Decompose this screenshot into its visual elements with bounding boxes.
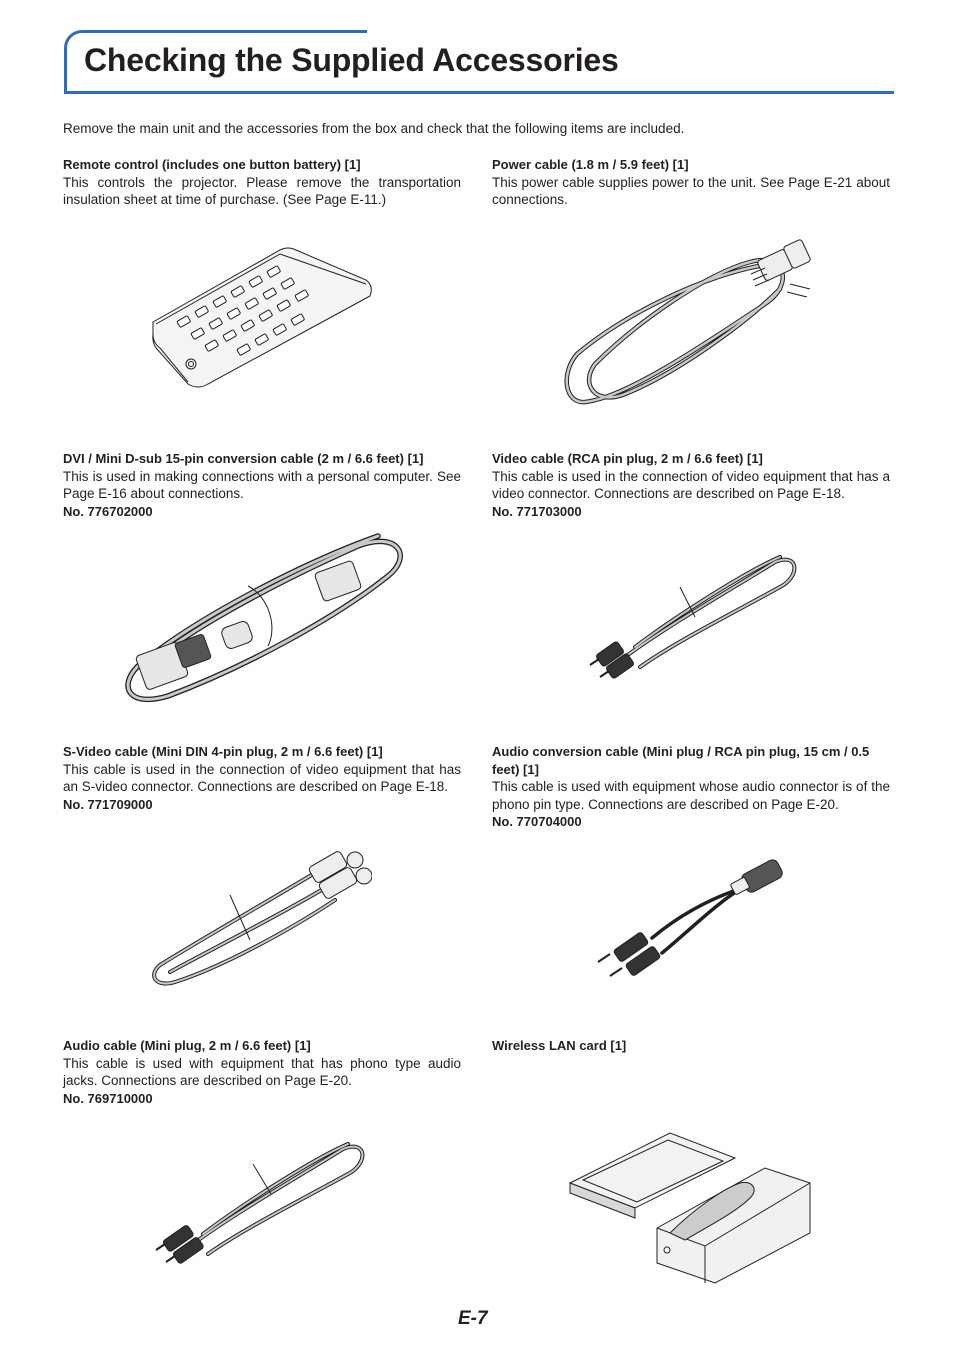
item-heading: DVI / Mini D-sub 15-pin conversion cable (2 m / 6.6 feet) [1] — [63, 451, 424, 466]
item-description: This cable is used with equipment that has phono type audio jacks. Connections are described on Page E-20. — [63, 1055, 461, 1089]
page-title: Checking the Supplied Accessories — [84, 42, 619, 78]
item-part-number: No. 769710000 — [63, 1090, 153, 1106]
item-description: This is used in making connections with a personal computer. See Page E-16 about connections. — [63, 468, 461, 502]
item-part-number: No. 771709000 — [63, 796, 153, 812]
item-heading: Power cable (1.8 m / 5.9 feet) [1] — [492, 157, 689, 172]
item-video-cable — [492, 450, 890, 520]
item-audio-cable — [63, 1037, 461, 1107]
item-heading: Video cable (RCA pin plug, 2 m / 6.6 feet) [1] — [492, 451, 763, 466]
item-part-number: No. 770704000 — [492, 814, 582, 830]
audio-conversion-cable-icon — [592, 858, 794, 982]
item-heading: S-Video cable (Mini DIN 4-pin plug, 2 m / 6.6 feet) [1] — [63, 744, 383, 759]
item-description: This cable is used in the connection of video equipment that has an S-video connector. Connections are described on Page E-18. — [63, 761, 461, 795]
item-heading: Wireless LAN card [1] — [492, 1038, 627, 1053]
item-wireless-lan-card — [492, 1037, 890, 1055]
audio-cable-icon — [153, 1134, 371, 1270]
item-part-number: No. 776702000 — [63, 503, 153, 519]
item-svideo-cable — [63, 743, 461, 813]
video-cable-icon — [585, 547, 803, 687]
item-heading: Remote control (includes one button battery) [1] — [63, 157, 361, 172]
item-description: This controls the projector. Please remove the transportation insulation sheet at time of purchase. (See Page E-11.) — [63, 174, 461, 208]
item-description: This cable is used with equipment whose audio connector is of the phono pin type. Connections are described on Page E-20. — [492, 779, 890, 812]
item-remote-control — [63, 156, 461, 209]
item-heading: Audio cable (Mini plug, 2 m / 6.6 feet) [1] — [63, 1038, 311, 1053]
power-cable-icon — [555, 234, 825, 410]
item-part-number: No. 771703000 — [492, 503, 582, 519]
svideo-cable-icon — [150, 850, 372, 990]
item-audio-conversion-cable — [492, 743, 890, 831]
item-power-cable — [492, 156, 890, 209]
intro-text: Remove the main unit and the accessories from the box and check that the following items are included. — [63, 121, 685, 136]
page-number: E-7 — [458, 1308, 488, 1329]
item-dvi-cable — [63, 450, 461, 520]
remote-control-icon — [148, 244, 378, 392]
item-description: This cable is used in the connection of video equipment that has a video connector. Connections are described on Page E-18. — [492, 468, 890, 502]
wireless-lan-card-icon — [565, 1128, 815, 1288]
item-description: This power cable supplies power to the unit. See Page E-21 about connections. — [492, 174, 890, 208]
item-heading: Audio conversion cable (Mini plug / RCA pin plug, 15 cm / 0.5 feet) [1] — [492, 744, 870, 777]
dvi-cable-icon — [118, 526, 410, 708]
